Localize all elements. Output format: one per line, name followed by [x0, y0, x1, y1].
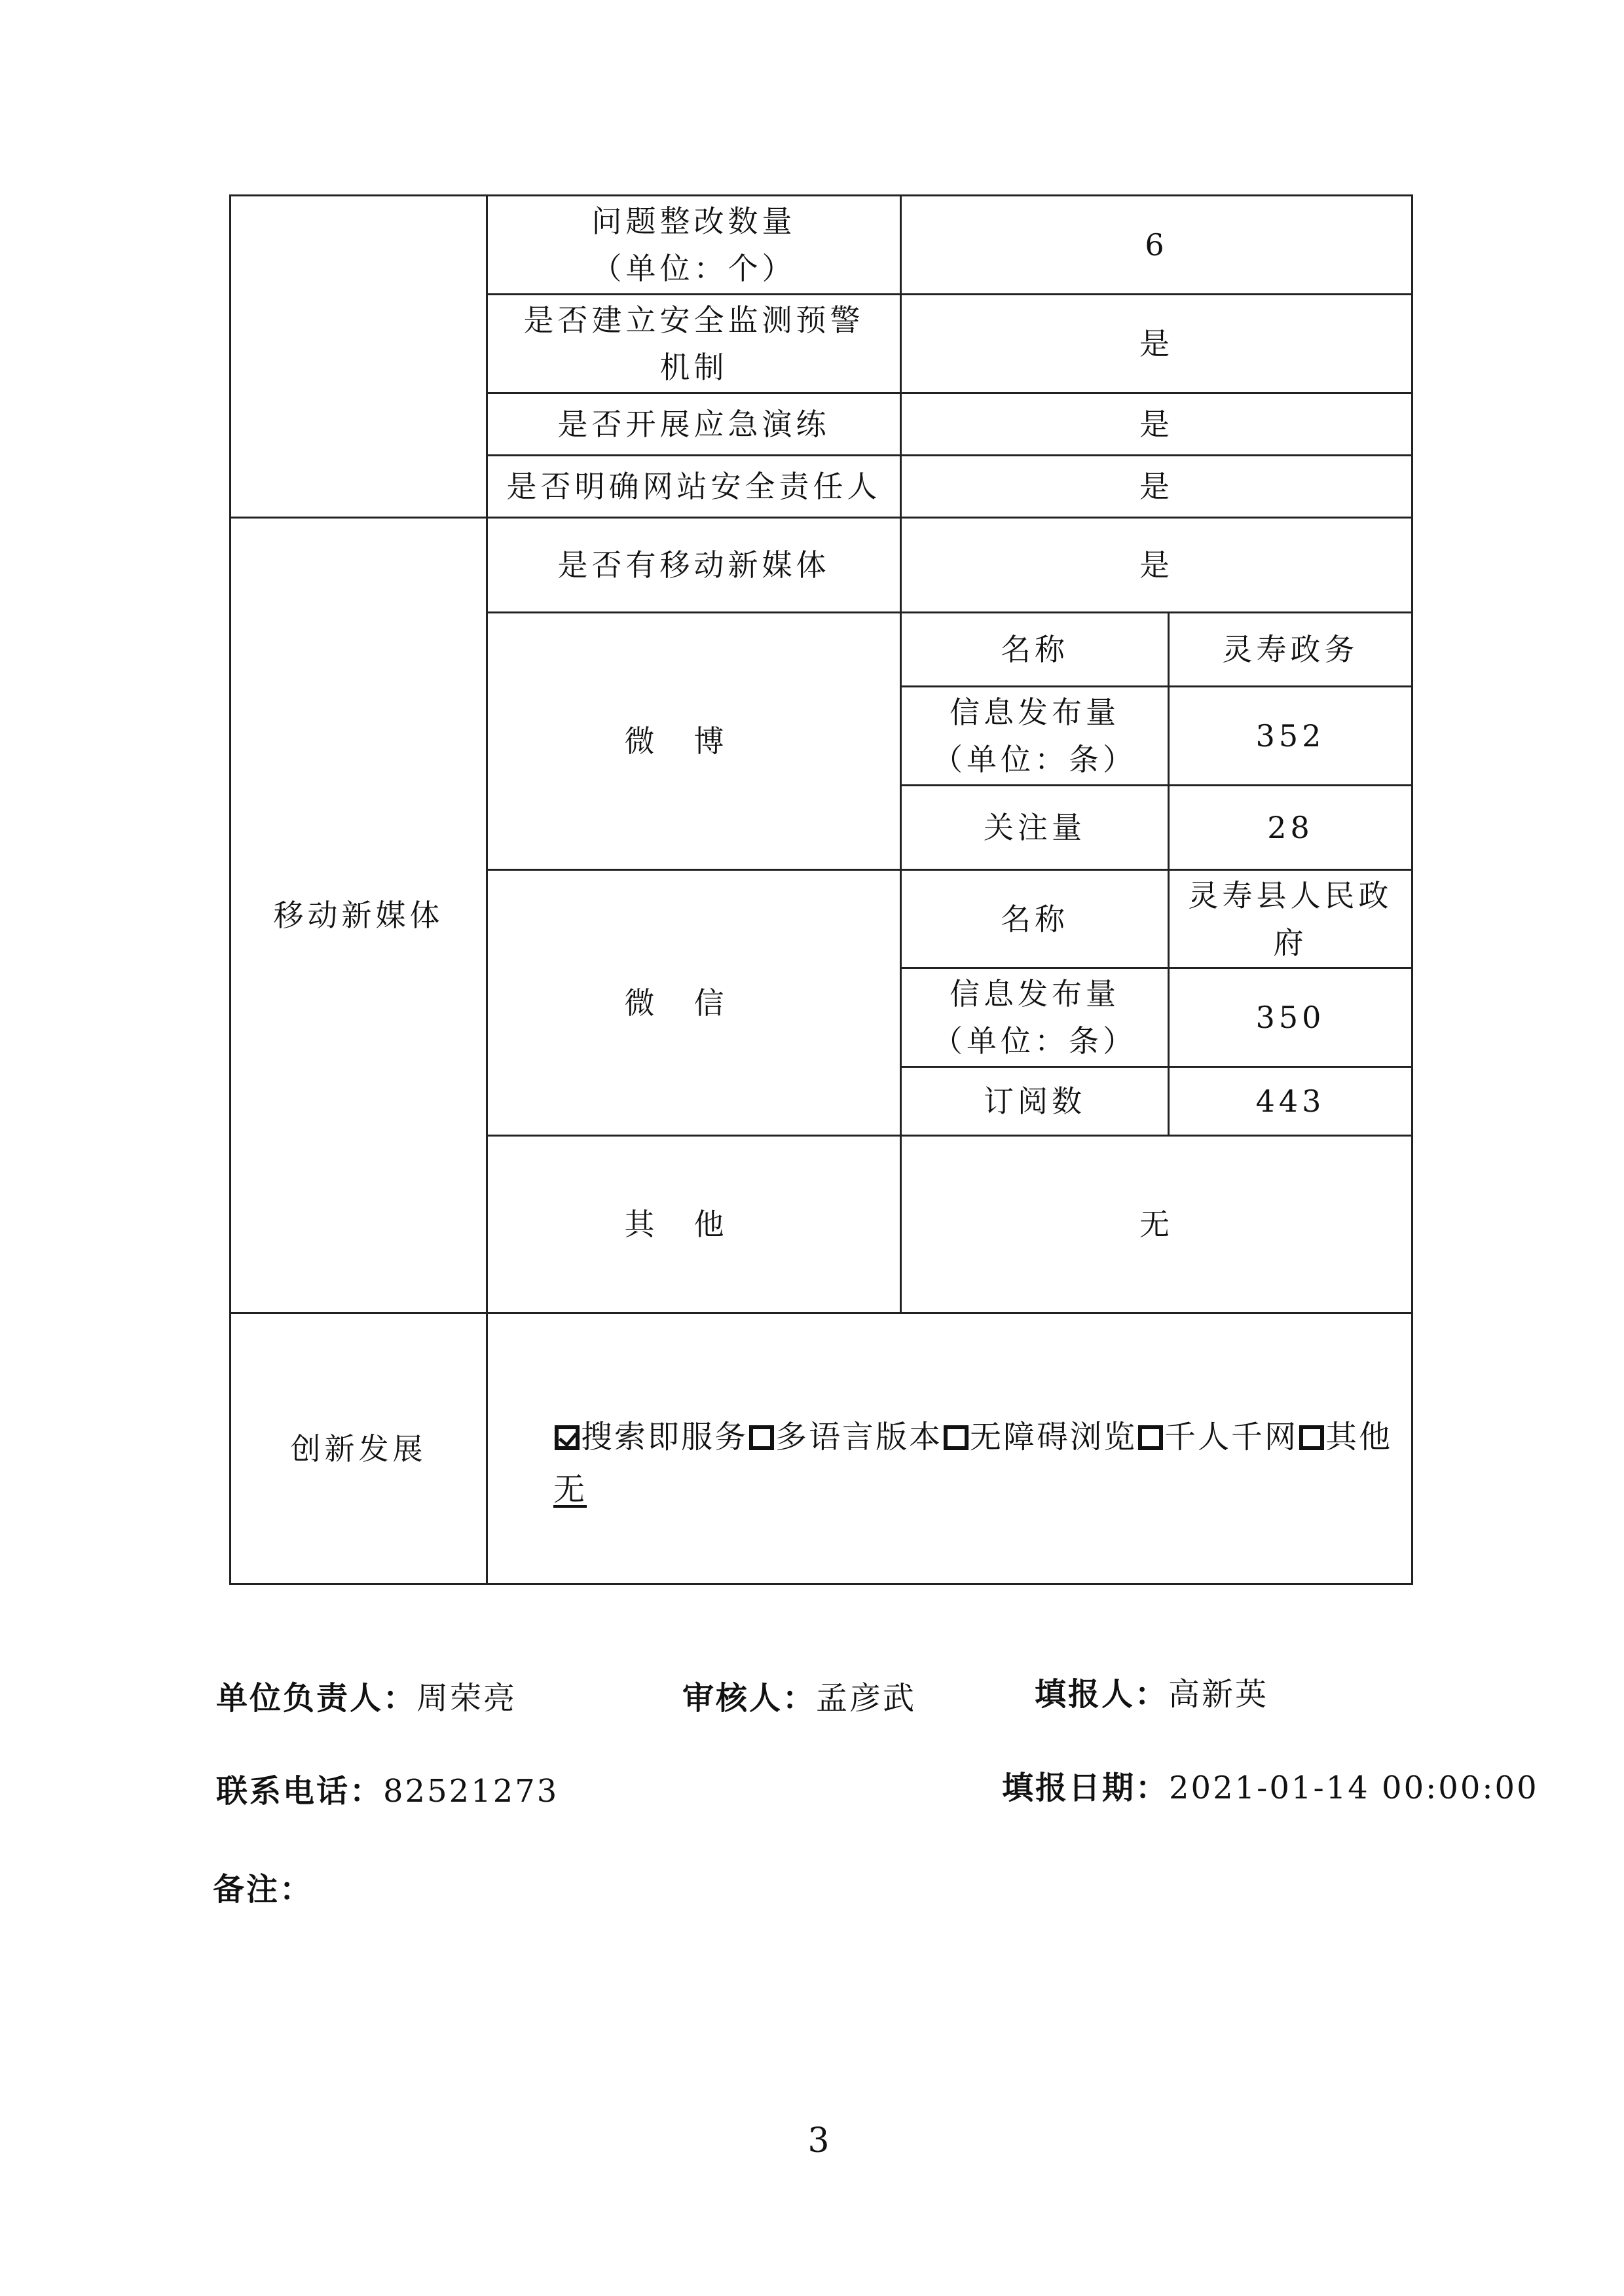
- table-border-bottom: [229, 1583, 1413, 1585]
- fill-date: [1002, 1762, 1539, 1808]
- option-search-service: 搜索即服务: [581, 1419, 748, 1455]
- weibo-label-text: 微博: [624, 723, 764, 759]
- phone-label: 联系电话：: [216, 1773, 384, 1810]
- monitor-label-line1: 是否建立安全监测预警: [523, 302, 864, 338]
- innovation-section-text: 创新发展: [290, 1430, 427, 1467]
- owner-answer: 是: [1139, 469, 1173, 504]
- page-number: 3: [807, 2121, 830, 2160]
- filler: [1035, 1669, 1268, 1714]
- phone-value: 82521273: [383, 1773, 559, 1810]
- owner-label-text: 是否明确网站安全责任人: [506, 469, 881, 504]
- weibo-label: [488, 613, 900, 869]
- wechat-name-line1: 灵寿县人民政: [1188, 877, 1393, 913]
- wechat-subs-label-text: 订阅数: [984, 1084, 1086, 1119]
- other-media-value: [902, 1137, 1411, 1312]
- monitor-label-line2: 机制: [659, 350, 728, 385]
- wechat-subs-value: [1170, 1068, 1411, 1135]
- wechat-name-label: [902, 871, 1168, 967]
- reviewer: [682, 1673, 916, 1718]
- rectify-count-label: [488, 196, 900, 293]
- remark: [213, 1864, 313, 1909]
- innovation-section-label: [231, 1314, 486, 1583]
- innovation-options: [553, 1411, 1411, 1516]
- wechat-subs-label: [902, 1068, 1168, 1135]
- wechat-posts-value: [1170, 969, 1411, 1066]
- remark-label: 备注：: [213, 1871, 314, 1908]
- drill-label-text: 是否开展应急演练: [557, 407, 830, 442]
- other-media-label: [488, 1137, 900, 1312]
- innovation-other-text: 无: [553, 1471, 587, 1508]
- weibo-follow-label: [902, 786, 1168, 869]
- rectify-count-number: 6: [1145, 227, 1168, 263]
- mobile-media-section-text: 移动新媒体: [273, 898, 444, 933]
- weibo-posts-number: 352: [1255, 718, 1325, 754]
- checkbox-other[interactable]: [1299, 1425, 1324, 1450]
- wechat-name-label-text: 名称: [1001, 901, 1069, 937]
- mobile-media-section-label: [231, 519, 486, 1312]
- reviewer-label: 审核人：: [682, 1680, 817, 1717]
- monitor-label: [488, 295, 900, 392]
- date-value: 2021-01-14 00:00:00: [1169, 1770, 1539, 1806]
- rectify-count-label-line1: 问题整改数量: [591, 204, 796, 239]
- weibo-name-label: [902, 613, 1168, 685]
- checkbox-multilingual[interactable]: [749, 1425, 774, 1450]
- rectify-count-label-line2: （单位：个）: [591, 251, 796, 286]
- checkbox-accessibility[interactable]: [944, 1425, 969, 1450]
- checkbox-personalized[interactable]: [1138, 1425, 1163, 1450]
- weibo-name-text: 灵寿政务: [1222, 632, 1359, 667]
- checkbox-search-service[interactable]: [555, 1425, 580, 1450]
- monitor-answer: 是: [1139, 326, 1173, 361]
- reviewer-value: 孟彦武: [816, 1680, 917, 1717]
- option-accessibility: 无障碍浏览: [970, 1419, 1137, 1455]
- other-media-answer: 无: [1139, 1207, 1173, 1242]
- weibo-name-label-text: 名称: [1001, 632, 1069, 667]
- rectify-count-value: [902, 196, 1411, 293]
- wechat-label-text: 微信: [624, 985, 764, 1021]
- option-multilingual: 多语言版本: [775, 1419, 943, 1455]
- other-media-label-text: 其他: [624, 1207, 764, 1242]
- wechat-label: [488, 871, 900, 1135]
- monitor-value: [902, 295, 1411, 392]
- weibo-posts-label: [902, 687, 1168, 784]
- wechat-posts-label-line2: （单位：条）: [932, 1023, 1137, 1059]
- weibo-posts-label-line1: 信息发布量: [950, 695, 1120, 730]
- weibo-posts-label-line2: （单位：条）: [932, 742, 1137, 777]
- option-personalized: 千人千网: [1164, 1419, 1299, 1455]
- weibo-follow-number: 28: [1267, 810, 1314, 845]
- date-label: 填报日期：: [1002, 1770, 1170, 1806]
- has-media-answer: 是: [1139, 547, 1173, 583]
- owner-label: [488, 456, 900, 517]
- unit-head: [216, 1673, 517, 1718]
- weibo-follow-value: [1170, 786, 1411, 869]
- contact-phone: [216, 1766, 559, 1811]
- drill-label: [488, 394, 900, 454]
- unit-head-label: 单位负责人：: [216, 1680, 417, 1717]
- wechat-posts-label-line1: 信息发布量: [950, 976, 1120, 1011]
- wechat-posts-number: 350: [1255, 1000, 1325, 1035]
- weibo-name-value: [1170, 613, 1411, 685]
- has-media-value: [902, 519, 1411, 611]
- wechat-subs-number: 443: [1255, 1084, 1325, 1119]
- has-media-label: [488, 519, 900, 611]
- option-other: 其他: [1325, 1419, 1393, 1455]
- wechat-name-value: [1170, 871, 1411, 967]
- unit-head-value: 周荣亮: [416, 1680, 517, 1717]
- drill-value: [902, 394, 1411, 454]
- wechat-posts-label: [902, 969, 1168, 1066]
- weibo-follow-label-text: 关注量: [984, 810, 1086, 845]
- filler-value: 高新英: [1168, 1676, 1269, 1713]
- filler-label: 填报人：: [1035, 1676, 1169, 1713]
- drill-answer: 是: [1139, 407, 1173, 442]
- table-border-right: [1411, 194, 1413, 1585]
- weibo-posts-value: [1170, 687, 1411, 784]
- wechat-name-line2: 府: [1273, 924, 1308, 960]
- has-media-label-text: 是否有移动新媒体: [557, 547, 830, 583]
- owner-value: [902, 456, 1411, 517]
